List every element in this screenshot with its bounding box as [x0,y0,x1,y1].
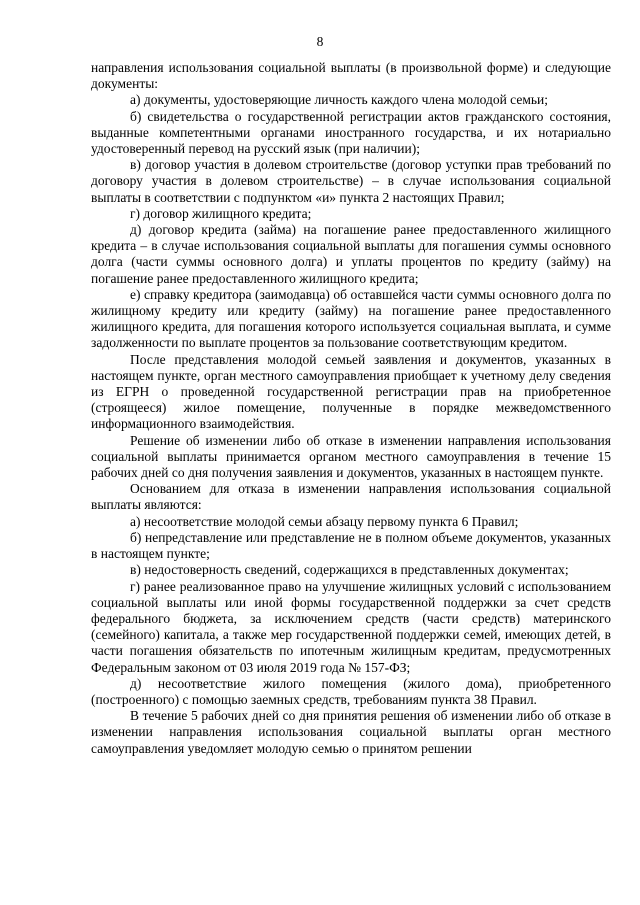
paragraph: д) несоответствие жилого помещения (жилого дома), приобретенного (построенного) с помощью заемных средств, требованиям пункта 38 Правил. [91,675,611,707]
paragraph: направления использования социальной выплаты (в произвольной форме) и следующие документы: [91,60,611,92]
paragraph: в) недостоверность сведений, содержащихся в представленных документах; [130,562,569,578]
document-body [91,60,611,757]
paragraph: е) справку кредитора (заимодавца) об оставшейся части суммы основного долга по жилищному кредиту или кредиту (займу) на погашение ранее предоставленного жилищного кредита, для погашения которого используется социальная выплата, и сумме задолженности по выплате процентов за пользование соответствующим кредитом. [91,286,611,351]
paragraph: а) несоответствие молодой семьи абзацу первому пункта 6 Правил; [130,513,519,529]
paragraph: г) ранее реализованное право на улучшение жилищных условий с использованием социальной выплаты или иной формы государственной поддержки за счет средств федерального бюджета, за исключением средств (части средств) материнского (семейного) капитала, а также мер государственной поддержки семей, имеющих детей, в части погашения обязательств по ипотечным жилищным кредитам, предусмотренных Федеральным законом от 03 июля 2019 года № 157-ФЗ; [91,578,611,675]
paragraph: в) договор участия в долевом строительстве (договор уступки прав требований по договору участия в долевом строительстве) – в случае использования социальной выплаты в соответствии с подпунктом «и» пункта 2 настоящих Правил; [91,157,611,205]
page-number: 8 [316,34,324,49]
paragraph: Решение об изменении либо об отказе в изменении направления использования социальной выплаты принимается органом местного самоуправления в течение 15 рабочих дней со дня получения заявления и документов, указанных в настоящем пункте. [91,432,611,481]
paragraph: После представления молодой семьей заявления и документов, указанных в настоящем пункте, орган местного самоуправления приобщает к учетному делу сведения из ЕГРН о проведенной государственной регистрации прав на приобретенное (строящееся) жилое помещение, полученные в порядке межведомственного информационного взаимодействия. [91,351,611,432]
paragraph: а) документы, удостоверяющие личность каждого члена молодой семьи; [130,92,549,108]
paragraph: г) договор жилищного кредита; [130,205,312,221]
paragraph: д) договор кредита (займа) на погашение ранее предоставленного жилищного кредита – в случае использования социальной выплаты для погашения суммы основного долга (части суммы основного долга) и уплаты процентов по кредиту (займу) на погашение ранее предоставленного жилищного кредита; [91,222,611,286]
paragraph: б) свидетельства о государственной регистрации актов гражданского состояния, выданные компетентными органами иностранного государства, и их нотариально удостоверенный перевод на русский язык (при наличии); [91,108,611,157]
paragraph: б) непредставление или представление не в полном объеме документов, указанных в настоящем пункте; [91,529,611,562]
paragraph: Основанием для отказа в изменении направления использования социальной выплаты являются: [91,481,611,513]
paragraph: В течение 5 рабочих дней со дня принятия решения об изменении либо об отказе в изменении направления использования социальной выплаты орган местного самоуправления уведомляет молодую семью о принятом решении [91,708,611,756]
